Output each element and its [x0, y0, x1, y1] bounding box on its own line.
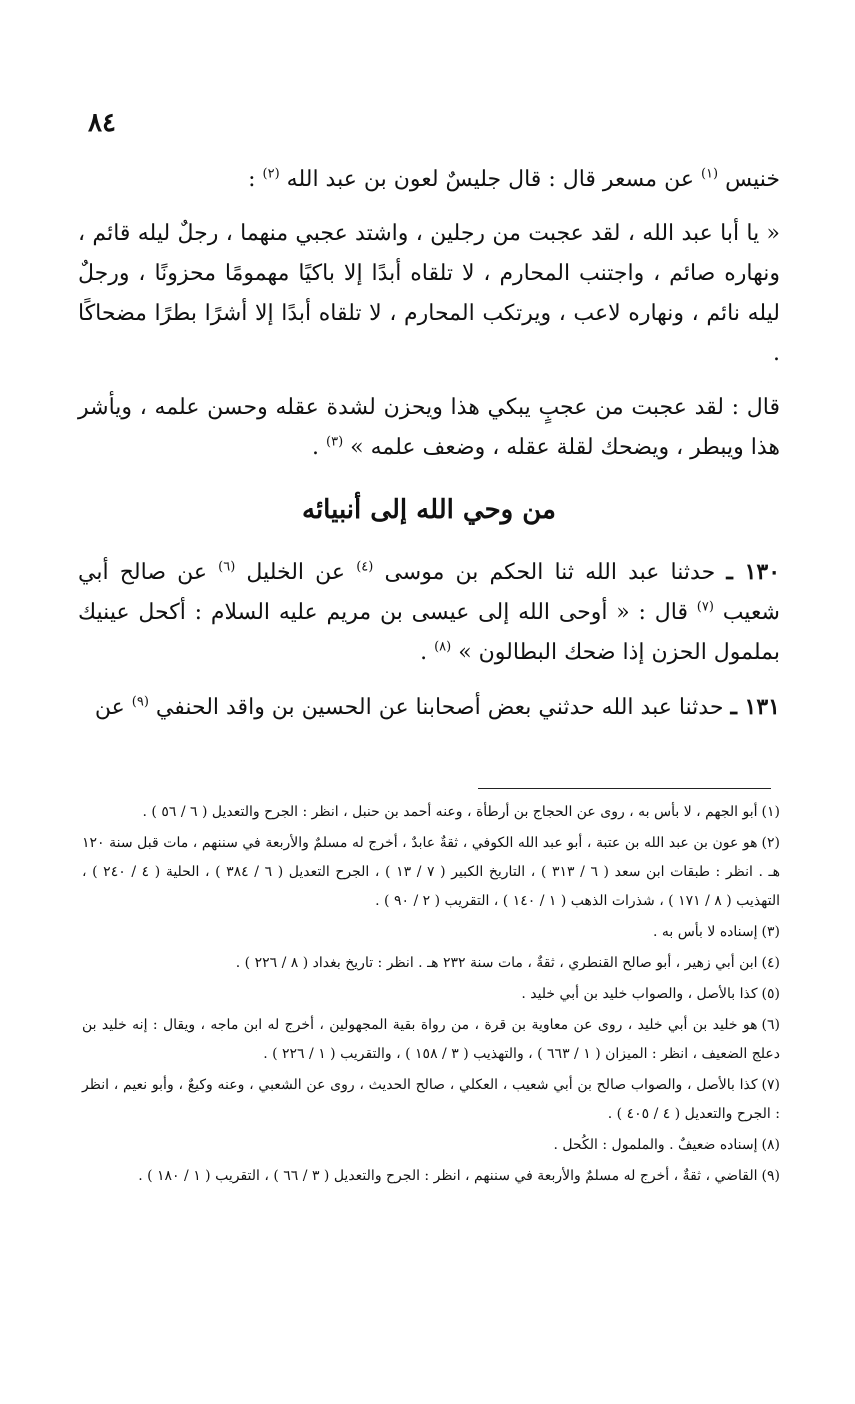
text-run: خنيس: [718, 167, 780, 192]
footnote-2: [82, 829, 780, 916]
paragraph-reply: [78, 388, 780, 468]
footnote-ref: (١): [700, 166, 719, 182]
footnote-ref: (٨): [434, 639, 452, 655]
footnote-marker: (٧): [761, 1077, 780, 1093]
footnote-text: أبو الجهم ، لا بأس به ، روى عن الحجاج بن أرطأة ، وعنه أحمد بن حنبل ، انظر : الجرح والتعديل ( ٦ / ٥٦ ) .: [142, 804, 758, 820]
section-heading: من وحي الله إلى أنبيائه: [302, 495, 556, 525]
footnote-marker: (٦): [761, 1017, 780, 1033]
footnote-text: ابن أبي زهير ، أبو صالح القنطري ، ثقةٌ ، مات سنة ٢٣٢ هـ . انظر : تاريخ بغداد ( ٨ / ٢٢٦ ) .: [235, 955, 758, 971]
footnote-marker: (٥): [761, 986, 780, 1002]
footnote-marker: (١): [761, 804, 780, 820]
footnote-text: كذا بالأصل ، والصواب خليد بن أبي خليد .: [521, 986, 758, 1002]
hadith-130: [78, 552, 780, 673]
hadith-number: ١٣٠ ـ: [726, 559, 781, 585]
footnote-ref: (٤): [356, 559, 374, 575]
footnote-7: [82, 1071, 780, 1129]
footnote-4: [82, 949, 780, 978]
hadith-131: [78, 687, 780, 728]
footnote-ref: (٩): [131, 694, 149, 710]
footnote-3: [82, 918, 780, 947]
main-text: [78, 160, 780, 742]
footnotes: [82, 798, 780, 1193]
footnote-5: [82, 980, 780, 1009]
footnote-9: [82, 1162, 780, 1191]
footnote-text: هو خليد بن أبي خليد ، روى عن معاوية بن قرة ، من رواة بقية المجهولين ، أخرج له ابن ماجه ، ويقال : إنه خليد بن دعلج الضعيف ، انظر : الميزان ( ١ / ٦٦٣ ) ، والتهذيب ( ٣ / ١٥٨ ) ، والتقريب ( ١ / ٢٢٦ ) .: [82, 1017, 780, 1062]
footnote-marker: (٤): [761, 955, 780, 971]
footnote-ref: (٢): [262, 166, 280, 182]
footnote-6: [82, 1011, 780, 1069]
text-run: حدثنا عبد الله ثنا الحكم بن موسى: [373, 560, 727, 585]
footnote-text: القاضي ، ثقةٌ ، أخرج له مسلمٌ والأربعة في سننهم ، انظر : الجرح والتعديل ( ٣ / ٦٦ ) ، التقريب ( ١ / ١٨٠ ) .: [138, 1168, 758, 1184]
text-run: عن الخليل: [235, 560, 357, 585]
footnote-ref: (٣): [326, 434, 344, 450]
text-run: قال : لقد عجبت من عجبٍ يبكي هذا ويحزن لشدة عقله وحسن علمه ، ويأشر هذا ويبطر ، ويضحك لقلة عقله ، وضعف علمه »: [78, 395, 780, 460]
footnote-divider: [478, 788, 771, 789]
hadith-number: ١٣١ ـ: [730, 694, 780, 720]
footnote-ref: (٧): [696, 599, 714, 615]
footnote-8: [82, 1131, 780, 1160]
footnote-marker: (٢): [761, 835, 780, 851]
text-run: :: [248, 167, 263, 192]
paragraph-intro: [78, 160, 780, 200]
footnote-text: هو عون بن عبد الله بن عتبة ، أبو عبد الله الكوفي ، ثقةٌ عابدٌ ، أخرج له مسلمٌ والأربعة في سننهم ، مات قبل سنة ١٢٠ هـ . انظر : طبقات ابن سعد ( ٦ / ٣١٣ ) ، التاريخ الكبير ( ٧ / ١٣ ) ، الجرح التعديل ( ٦ / ٣٨٤ ) ، الحلية ( ٤ / ٢٤٠ ) ، التهذيب ( ٨ / ١٧١ ) ، شذرات الذهب ( ١ / ١٤٠ ) ، التقريب ( ٢ / ٩٠ ) .: [82, 835, 780, 909]
text-run: عن صالح أبي شعيب: [78, 560, 780, 625]
footnote-marker: (٣): [761, 924, 780, 940]
footnote-1: [82, 798, 780, 827]
footnote-ref: (٦): [218, 559, 236, 575]
text-run: « يا أبا عبد الله ، لقد عجبت من رجلين ، واشتد عجبي منهما ، رجلٌ ليله قائم ، ونهاره صائم ، واجتنب المحارم ، لا تلقاه أبدًا إلا باكيًا مهمومًا محزونًا ، ورجلٌ ليله نائم ، ونهاره لاعب ، ويرتكب المحارم ، لا تلقاه أبدًا إلا أشرًا بطرًا مضحاكًا .: [78, 221, 780, 366]
footnote-marker: (٨): [761, 1137, 780, 1153]
text-run: قال : « أوحى الله إلى عيسى بن مريم عليه السلام : أكحل عينيك بملمول الحزن إذا ضحك البطالون »: [78, 600, 780, 665]
text-run: .: [420, 640, 435, 665]
paragraph-quote: [78, 214, 780, 374]
footnote-text: إسناده ضعيفٌ . والملمول : الكُحل .: [553, 1137, 758, 1153]
footnote-text: كذا بالأصل ، والصواب صالح بن أبي شعيب ، العكلي ، صالح الحديث ، روى عن الشعبي ، وعنه وكيعٌ ، وأبو نعيم ، انظر : الجرح والتعديل ( ٤ / ٤٠٥ ) .: [82, 1077, 780, 1122]
footnote-marker: (٩): [761, 1168, 780, 1184]
text-run: عن: [94, 695, 132, 720]
text-run: حدثنا عبد الله حدثني بعض أصحابنا عن الحسين بن واقد الحنفي: [148, 695, 731, 720]
footnote-text: إسناده لا بأس به .: [652, 924, 758, 940]
text-run: عن مسعر قال : قال جليسٌ لعون بن عبد الله: [279, 167, 701, 192]
page-number: ٨٤: [88, 108, 116, 138]
text-run: .: [312, 435, 326, 460]
